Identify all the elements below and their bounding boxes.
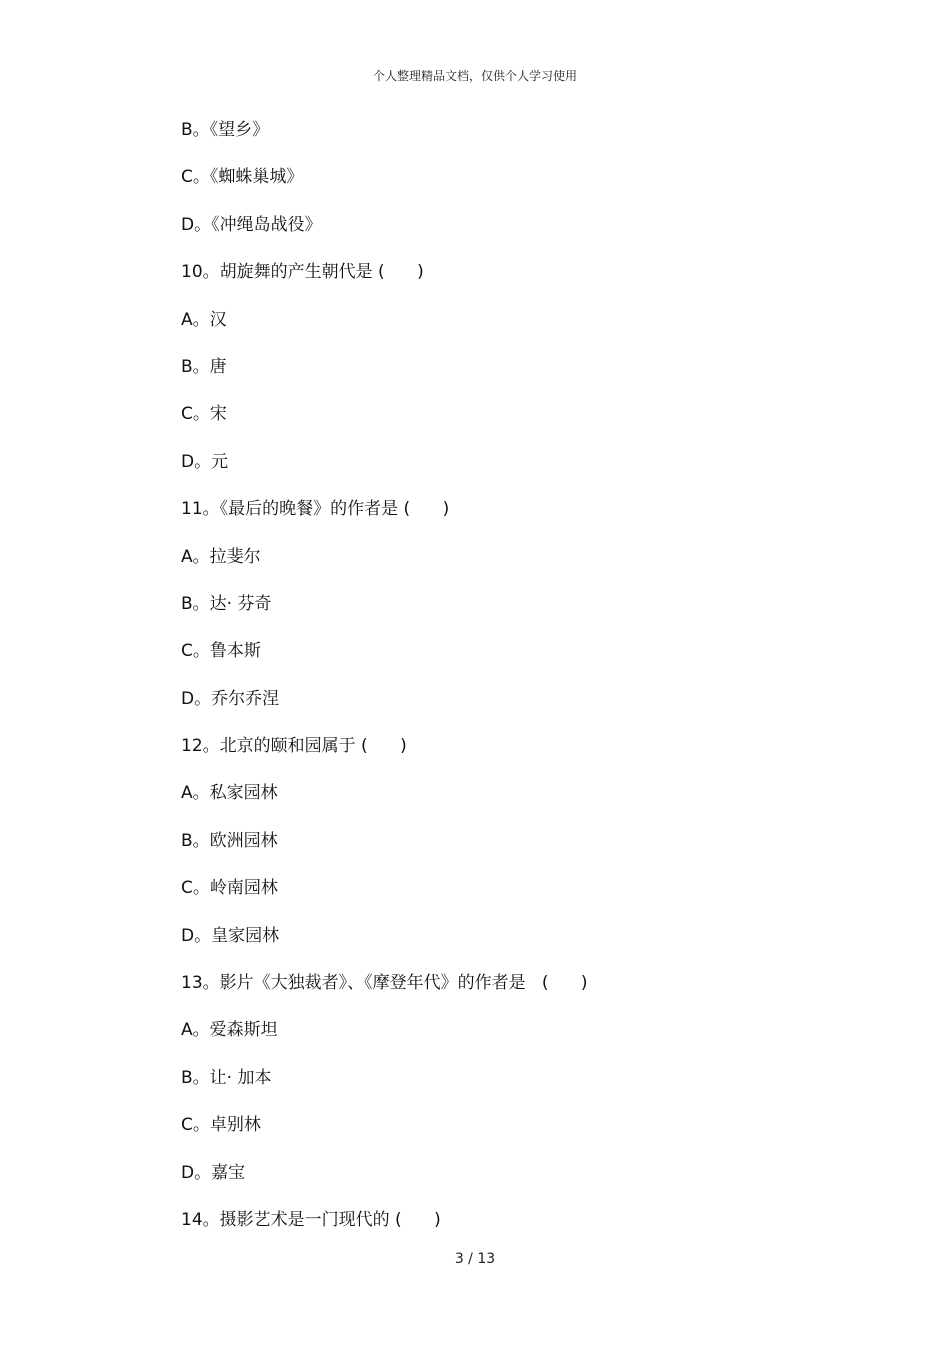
question-11: 11。《最后的晚餐》的作者是 ( )	[181, 499, 450, 520]
option-c-q13: C。卓别林	[181, 1115, 261, 1136]
option-c-q10: C。宋	[181, 404, 227, 425]
page-number: 3 / 13	[454, 1251, 496, 1267]
option-d-q9: D。《冲绳岛战役》	[181, 214, 322, 235]
option-b-q13: B。让· 加本	[181, 1067, 272, 1088]
option-d-q11: D。乔尔乔涅	[181, 688, 280, 709]
option-d-q10: D。元	[181, 451, 229, 472]
option-a-q13: A。爱森斯坦	[181, 1020, 278, 1041]
question-12: 12。北京的颐和园属于 ( )	[181, 736, 407, 757]
option-a-q12: A。私家园林	[181, 783, 278, 804]
option-c-q9: C。《蜘蛛巢城》	[181, 167, 304, 188]
question-10: 10。胡旋舞的产生朝代是 ( )	[181, 262, 424, 283]
option-a-q11: A。拉斐尔	[181, 546, 261, 567]
option-c-q12: C。岭南园林	[181, 878, 278, 899]
option-d-q12: D。皇家园林	[181, 925, 280, 946]
option-a-q10: A。汉	[181, 309, 227, 330]
option-d-q13: D。嘉宝	[181, 1162, 246, 1183]
option-b-q10: B。唐	[181, 356, 227, 377]
question-13: 13。影片《大独裁者》、《摩登年代》的作者是 ( )	[181, 973, 588, 994]
page-header: 个人整理精品文档，仅供个人学习使用	[372, 69, 577, 83]
option-c-q11: C。鲁本斯	[181, 641, 261, 662]
option-b-q12: B。欧洲园林	[181, 830, 278, 851]
option-b-q9: B。《望乡》	[181, 120, 270, 140]
question-14: 14。摄影艺术是一门现代的 ( )	[181, 1209, 441, 1230]
option-b-q11: B。达· 芬奇	[181, 593, 272, 614]
document-body	[181, 113, 821, 1250]
